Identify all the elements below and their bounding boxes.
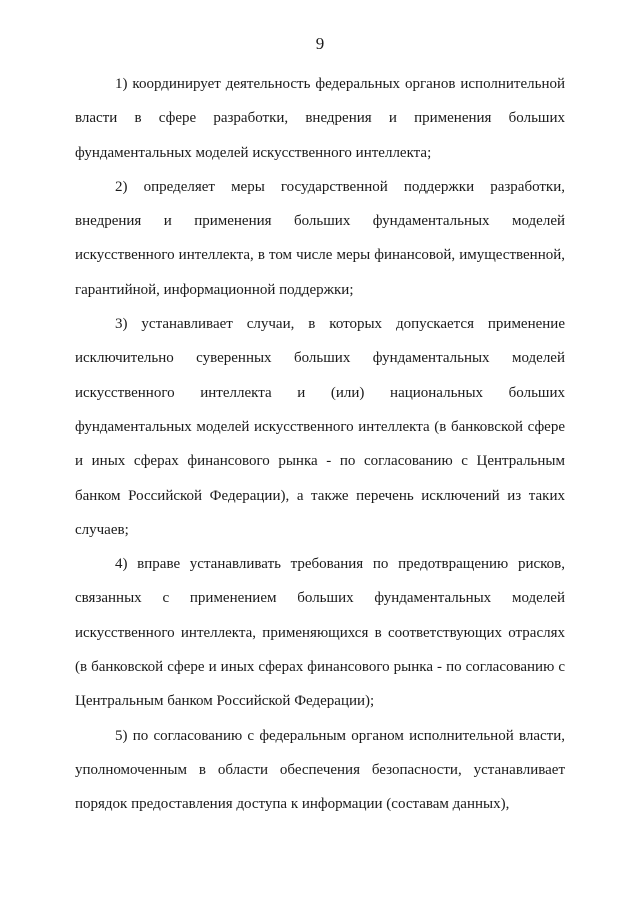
- paragraph-item-2: 2) определяет меры государственной поддержки разработки, внедрения и применения больших фундаментальных моделей искусственного интеллекта, в том числе меры финансовой, имущественной, гарантийной, информационной поддержки;: [75, 178, 565, 298]
- paragraph-item-3: 3) устанавливает случаи, в которых допускается применение исключительно суверенных больших фундаментальных моделей искусственного интеллекта и (или) национальных больших фундаментальных моделей искусственного интеллекта (в банковской сфере и иных сферах финансового рынка - по согласованию с Центральным банком Российской Федерации), а также перечень исключений из таких случаев;: [75, 316, 565, 538]
- paragraph-item-1: 1) координирует деятельность федеральных органов исполнительной власти в сфере разработки, внедрения и применения больших фундаментальных моделей искусственного интеллекта;: [75, 76, 565, 161]
- paragraph-item-5: 5) по согласованию с федеральным органом исполнительной власти, уполномоченным в области обеспечения безопасности, устанавливает порядок предоставления доступа к информации (составам данных),: [75, 727, 565, 813]
- document-body: [75, 67, 565, 822]
- paragraph-item-4: 4) вправе устанавливать требования по предотвращению рисков, связанных с применением больших фундаментальных моделей искусственного интеллекта, применяющихся в соответствующих отраслях (в банковской сфере и иных сферах финансового рынка - по согласованию с Центральным банком Российской Федерации);: [75, 556, 565, 710]
- page-number: 9: [315, 34, 325, 53]
